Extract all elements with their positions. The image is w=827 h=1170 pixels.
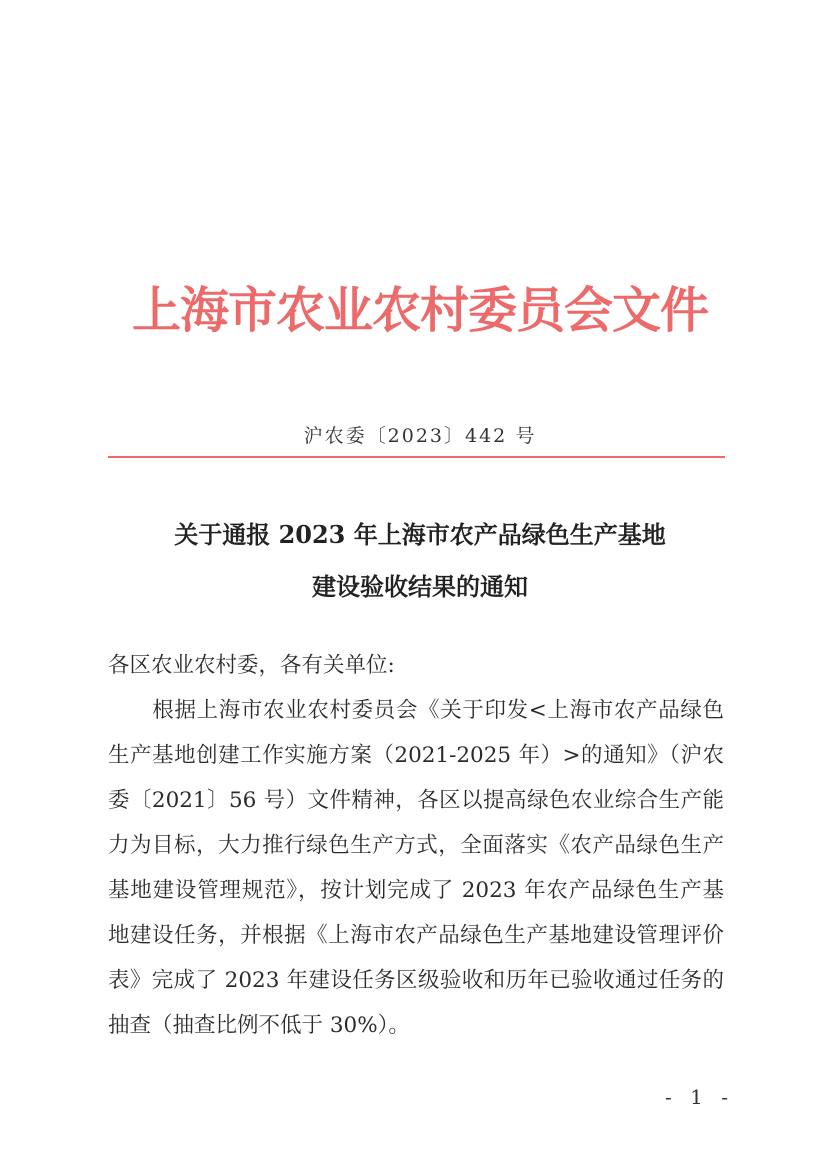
body-line: 地建设任务，并根据《上海市农产品绿色生产基地建设管理评价 [108, 923, 724, 948]
body-line: 基地建设管理规范》，按计划完成了 2023 年农产品绿色生产基 [108, 878, 724, 903]
document-number: 沪农委〔2023〕442 号 [303, 425, 537, 447]
body-line: 抽查（抽查比例不低于 30%）。 [108, 1013, 410, 1038]
page-number: - 1 - [665, 1085, 734, 1109]
body-line: 表》完成了 2023 年建设任务区级验收和历年已验收通过任务的 [108, 968, 724, 993]
document-title-line-1: 关于通报 2023 年上海市农产品绿色生产基地 [174, 520, 666, 549]
body-line: 力为目标，大力推行绿色生产方式，全面落实《农产品绿色生产 [108, 833, 724, 858]
body-line: 委〔2021〕56 号）文件精神，各区以提高绿色农业综合生产能 [108, 788, 724, 813]
salutation: 各区农业农村委，各有关单位: [108, 653, 395, 678]
red-divider [108, 456, 725, 458]
body-line: 生产基地创建工作实施方案（2021-2025 年）>的通知》（沪农 [108, 743, 724, 768]
body-line: 根据上海市农业农村委员会《关于印发<上海市农产品绿色 [108, 698, 724, 723]
issuer-header: 上海市农业农村委员会文件 [131, 281, 708, 339]
document-title-line-2: 建设验收结果的通知 [312, 572, 528, 601]
